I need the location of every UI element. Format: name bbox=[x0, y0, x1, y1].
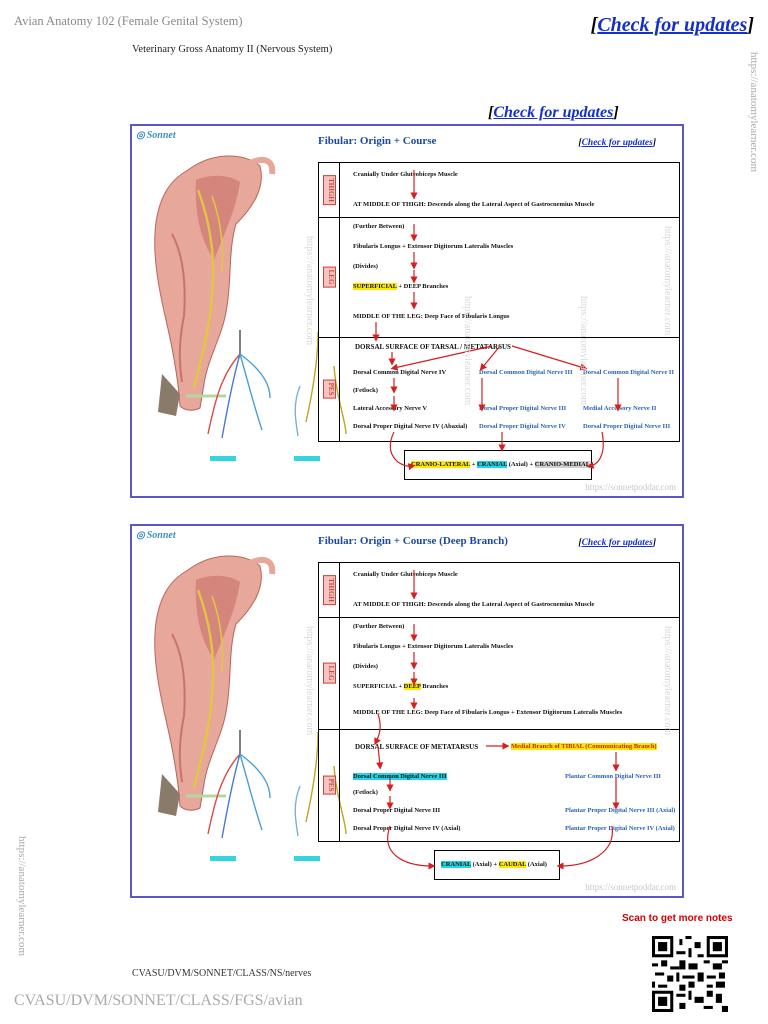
panel-check-updates-link[interactable]: [Check for updates] bbox=[578, 538, 656, 548]
flow-text: Medial Branch of TIBIAL (Communicating Branch) bbox=[511, 743, 657, 750]
section-label: PES bbox=[323, 776, 336, 795]
flow-text: Fibularis Longus + Extensor Digitorum Lateralis Muscles bbox=[353, 643, 514, 650]
flow-arrows bbox=[132, 126, 682, 496]
panel-check-updates-link[interactable]: [Check for updates] bbox=[578, 138, 656, 148]
check-updates-link-text[interactable]: Check for updates bbox=[581, 538, 653, 548]
section-label: THIGH bbox=[323, 175, 336, 205]
check-updates-link-text[interactable]: Check for updates bbox=[581, 138, 653, 148]
flow-text: DORSAL SURFACE OF TARSAL / METATARSUS bbox=[355, 343, 511, 351]
check-updates-link-top[interactable]: [Check for updates] bbox=[590, 14, 754, 36]
final-summary-text: CRANIO-LATERAL + CRANIAL (Axial) + CRANIO-MEDIAL bbox=[411, 461, 591, 468]
sonnet-logo-icon: ◎ Sonnet bbox=[136, 130, 176, 141]
side-url-watermark: https://anatomylearner.com bbox=[748, 52, 760, 173]
scan-label: Scan to get more notes bbox=[622, 913, 733, 924]
document-subtitle: Veterinary Gross Anatomy II (Nervous System) bbox=[132, 44, 333, 55]
slide-panel-deep-branch bbox=[130, 524, 684, 898]
flow-text: (Divides) bbox=[353, 663, 378, 670]
final-summary-text: CRANIAL (Axial) + CAUDAL (Axial) bbox=[441, 861, 547, 868]
panel-watermark: https://sonnetpoddar.com bbox=[585, 882, 676, 892]
check-updates-link-text[interactable]: Check for updates bbox=[597, 14, 748, 36]
flow-text: Lateral Accessory Nerve V bbox=[353, 405, 428, 412]
side-watermark: https://anatomylearner.com bbox=[304, 626, 315, 736]
side-watermark: https://anatomylearner.com bbox=[462, 296, 473, 406]
flow-text: Plantar Proper Digital Nerve IV (Axial) bbox=[565, 825, 675, 832]
panel-watermark: https://sonnetpoddar.com bbox=[585, 482, 676, 492]
flow-text: DORSAL SURFACE OF METATARSUS bbox=[355, 743, 479, 751]
flow-text: Cranially Under Gluteobiceps Muscle bbox=[353, 171, 458, 178]
highlight-superficial: SUPERFICIAL bbox=[353, 283, 397, 290]
panel-title: Fibular: Origin + Course (Deep Branch) bbox=[318, 535, 508, 547]
flow-text: Dorsal Common Digital Nerve IV bbox=[353, 369, 447, 376]
slide-panel-superficial bbox=[130, 124, 684, 498]
flow-text: Dorsal Proper Digital Nerve IV (Abaxial) bbox=[353, 423, 468, 430]
side-url-watermark: https://anatomylearner.com bbox=[16, 836, 28, 957]
flow-text: MIDDLE OF THE LEG: Deep Face of Fibularis Longus + Extensor Digitorum Lateralis Muscles bbox=[353, 709, 623, 716]
flow-text: Dorsal Common Digital Nerve III bbox=[353, 773, 447, 780]
flow-text: AT MIDDLE OF THIGH: Descends along the Lateral Aspect of Gastrocnemius Muscle bbox=[353, 201, 595, 208]
flow-arrows bbox=[132, 526, 682, 896]
side-watermark: https://anatomylearner.com bbox=[662, 626, 673, 736]
flow-text: Plantar Proper Digital Nerve III (Axial) bbox=[565, 807, 676, 814]
flow-text: Cranially Under Gluteobiceps Muscle bbox=[353, 571, 458, 578]
side-watermark: https://anatomylearner.com bbox=[304, 236, 315, 346]
flow-text: (Further Between) bbox=[353, 223, 405, 230]
panel-title: Fibular: Origin + Course bbox=[318, 135, 437, 147]
flow-text: Dorsal Proper Digital Nerve IV bbox=[479, 423, 566, 430]
section-label: LEG bbox=[323, 663, 336, 684]
flow-text: Fibularis Longus + Extensor Digitorum Lateralis Muscles bbox=[353, 243, 514, 250]
qr-code-icon[interactable] bbox=[652, 936, 728, 1012]
side-watermark: https://anatomylearner.com bbox=[662, 226, 673, 336]
side-watermark: https://anatomylearner.com bbox=[578, 296, 589, 406]
flow-text: Dorsal Common Digital Nerve II bbox=[583, 369, 674, 376]
flow-text: (Fetlock) bbox=[353, 789, 378, 796]
flow-text: MIDDLE OF THE LEG: Deep Face of Fibularis Longus bbox=[353, 313, 510, 320]
flow-text: (Divides) bbox=[353, 263, 378, 270]
flow-text: Dorsal Common Digital Nerve III bbox=[479, 369, 573, 376]
footer-course-code: CVASU/DVM/SONNET/CLASS/NS/nerves bbox=[132, 968, 312, 979]
flow-text: Dorsal Proper Digital Nerve III bbox=[583, 423, 671, 430]
flow-text: Dorsal Proper Digital Nerve III bbox=[479, 405, 567, 412]
flow-text: Plantar Common Digital Nerve III bbox=[565, 773, 661, 780]
flow-text: (Fetlock) bbox=[353, 387, 378, 394]
flow-text: Dorsal Proper Digital Nerve IV (Axial) bbox=[353, 825, 461, 832]
flow-text: SUPERFICIAL + DEEP Branches bbox=[353, 683, 449, 690]
flow-text: Medial Accessory Nerve II bbox=[583, 405, 657, 412]
section-label: THIGH bbox=[323, 575, 336, 605]
flow-text: AT MIDDLE OF THIGH: Descends along the Lateral Aspect of Gastrocnemius Muscle bbox=[353, 601, 595, 608]
section-label: LEG bbox=[323, 267, 336, 288]
footer-course-code-large: CVASU/DVM/SONNET/CLASS/FGS/avian bbox=[14, 992, 303, 1009]
flow-text: Dorsal Proper Digital Nerve III bbox=[353, 807, 441, 814]
document-header-title: Avian Anatomy 102 (Female Genital System) bbox=[14, 14, 243, 28]
section-label: PES bbox=[323, 380, 336, 399]
flow-text: + DEEP Branches bbox=[396, 283, 449, 290]
sonnet-logo-icon: ◎ Sonnet bbox=[136, 530, 176, 541]
flow-text: (Further Between) bbox=[353, 623, 405, 630]
check-updates-link-text[interactable]: Check for updates bbox=[493, 104, 614, 121]
highlight-deep: DEEP bbox=[403, 683, 421, 690]
check-updates-link-middle[interactable]: [Check for updates] bbox=[488, 104, 619, 121]
